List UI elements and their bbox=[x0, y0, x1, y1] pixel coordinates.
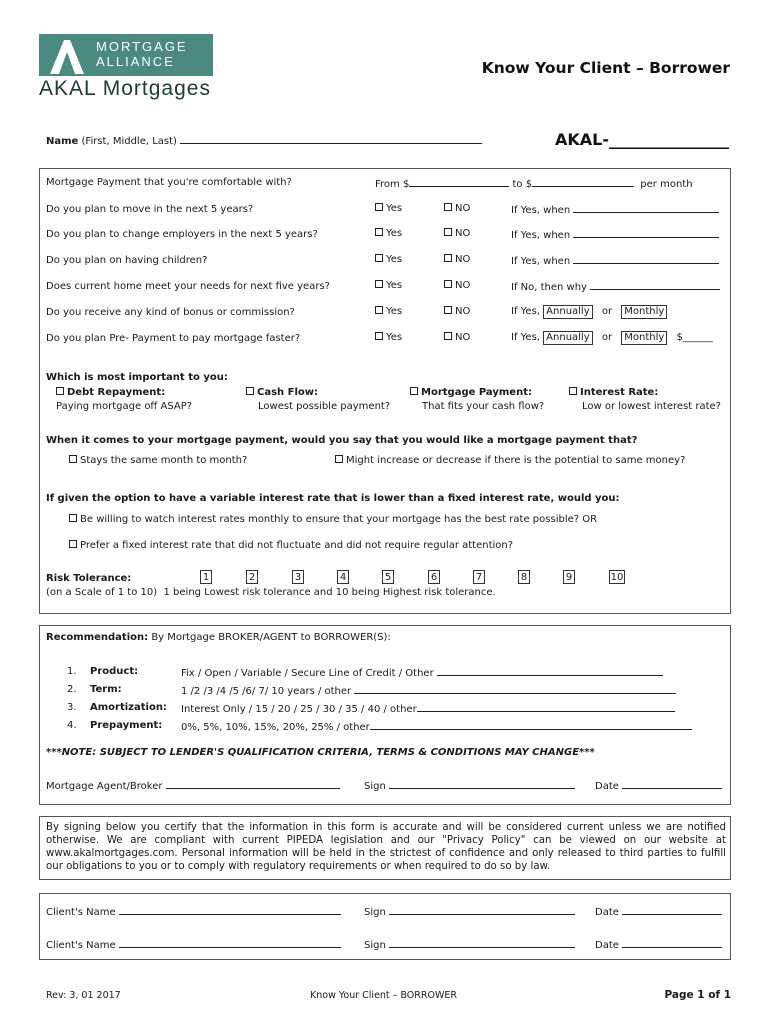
payment-pref-heading: When it comes to your mortgage payment, would you say that you would like a mortgage payment that? bbox=[46, 435, 638, 446]
question-bonus: Do you receive any kind of bonus or commission? bbox=[46, 307, 295, 318]
move-followup: If Yes, when bbox=[511, 203, 719, 216]
bonus-no[interactable]: NO bbox=[444, 306, 470, 317]
client-1-name-field[interactable] bbox=[119, 905, 341, 915]
checkbox-icon[interactable] bbox=[569, 387, 577, 395]
rec-amortization-label: Amortization: bbox=[90, 702, 167, 713]
variable-fixed[interactable]: Prefer a fixed interest rate that did not fluctuate and did not require regular attention? bbox=[69, 540, 513, 551]
revision-label: Rev: 3, 01 2017 bbox=[46, 990, 121, 1001]
checkbox-icon[interactable] bbox=[375, 332, 383, 340]
agent-date-field[interactable] bbox=[622, 779, 722, 789]
checkbox-icon[interactable] bbox=[375, 306, 383, 314]
risk-3[interactable]: 3 bbox=[292, 570, 304, 584]
rec-product-field[interactable] bbox=[437, 666, 663, 676]
variable-watch[interactable]: Be willing to watch interest rates monthly to ensure that your mortgage has the best rate possible? OR bbox=[69, 514, 597, 525]
prepay-yes[interactable]: Yes bbox=[375, 332, 402, 343]
children-when-field[interactable] bbox=[573, 254, 719, 264]
checkbox-icon[interactable] bbox=[375, 203, 383, 211]
children-no[interactable]: NO bbox=[444, 254, 470, 265]
risk-1[interactable]: 1 bbox=[200, 570, 212, 584]
checkbox-icon[interactable] bbox=[246, 387, 254, 395]
prepay-no[interactable]: NO bbox=[444, 332, 470, 343]
prepay-amount-field[interactable]: $______ bbox=[676, 332, 713, 343]
home-yes[interactable]: Yes bbox=[375, 280, 402, 291]
name-field[interactable] bbox=[180, 134, 482, 144]
checkbox-icon[interactable] bbox=[444, 228, 452, 236]
prepay-followup: If Yes, Annually or Monthly $______ bbox=[511, 332, 713, 343]
payment-to-field[interactable] bbox=[532, 177, 634, 187]
rec-num-1: 1. bbox=[67, 666, 77, 677]
disclaimer-text: By signing below you certify that the information in this form is accurate and will be considered current unless we are notified otherwise. We are compliant with current PIPEDA legislation and our "Privacy Policy" can be viewed on our website at www.akalmortgages.com. Personal information will be held in the strictest of confidence and only released to third parties to fulfill our obligations to you or to comply with regulatory requirements or when required to do so by law. bbox=[46, 822, 726, 872]
name-row bbox=[46, 134, 482, 147]
checkbox-icon[interactable] bbox=[444, 280, 452, 288]
page-title: Know Your Client – Borrower bbox=[481, 59, 730, 77]
move-no[interactable]: NO bbox=[444, 203, 470, 214]
checkbox-icon[interactable] bbox=[444, 203, 452, 211]
client-1-date-row: Date bbox=[595, 905, 722, 918]
home-no[interactable]: NO bbox=[444, 280, 470, 291]
footer-center: Know Your Client – BORROWER bbox=[310, 990, 457, 1001]
risk-2[interactable]: 2 bbox=[246, 570, 258, 584]
client-2-sign-row: Sign bbox=[364, 938, 575, 951]
risk-scale-note: (on a Scale of 1 to 10) 1 being Lowest risk tolerance and 10 being Highest risk tolerance. bbox=[46, 587, 496, 598]
risk-4[interactable]: 4 bbox=[337, 570, 349, 584]
payment-question: Mortgage Payment that you're comfortable with? bbox=[46, 177, 292, 188]
bonus-annually-option[interactable]: Annually bbox=[543, 305, 592, 319]
payment-from-label: From $ bbox=[375, 179, 410, 190]
qualification-note: ***NOTE: SUBJECT TO LENDER'S QUALIFICATION CRITERIA, TERMS & CONDITIONS MAY CHANGE*** bbox=[46, 747, 595, 758]
checkbox-icon[interactable] bbox=[69, 455, 77, 463]
employer-no[interactable]: NO bbox=[444, 228, 470, 239]
risk-description: 1 being Lowest risk tolerance and 10 being Highest risk tolerance. bbox=[163, 587, 496, 598]
risk-10[interactable]: 10 bbox=[610, 572, 624, 583]
checkbox-icon[interactable] bbox=[69, 514, 77, 522]
prepay-annually-option[interactable]: Annually bbox=[543, 331, 592, 345]
checkbox-icon[interactable] bbox=[410, 387, 418, 395]
home-followup: If No, then why bbox=[511, 280, 720, 293]
rec-prepayment: 0%, 5%, 10%, 15%, 20%, 25% / other bbox=[181, 720, 692, 733]
rec-term-label: Term: bbox=[90, 684, 122, 695]
children-yes[interactable]: Yes bbox=[375, 254, 402, 265]
risk-9[interactable]: 9 bbox=[563, 570, 575, 584]
bonus-followup: If Yes, Annually or Monthly bbox=[511, 305, 667, 319]
employer-followup: If Yes, when bbox=[511, 228, 719, 241]
agent-name-field[interactable] bbox=[166, 779, 340, 789]
logo-a-icon bbox=[40, 34, 92, 76]
bonus-yes[interactable]: Yes bbox=[375, 306, 402, 317]
risk-5[interactable]: 5 bbox=[382, 570, 394, 584]
employer-when-field[interactable] bbox=[573, 228, 719, 238]
payment-to-label: to $ bbox=[512, 179, 533, 190]
option-debt-sub: Paying mortgage off ASAP? bbox=[56, 401, 193, 412]
risk-7[interactable]: 7 bbox=[473, 570, 485, 584]
payment-range bbox=[375, 177, 693, 190]
client-2-name-field[interactable] bbox=[119, 938, 341, 948]
bonus-monthly-option[interactable]: Monthly bbox=[621, 305, 667, 319]
client-2-sign-field[interactable] bbox=[389, 938, 575, 948]
rec-prepayment-label: Prepayment: bbox=[90, 720, 163, 731]
question-employer: Do you plan to change employers in the next 5 years? bbox=[46, 229, 318, 240]
checkbox-icon[interactable] bbox=[444, 332, 452, 340]
client-2-name-row: Client's Name bbox=[46, 938, 341, 951]
client-1-sign-field[interactable] bbox=[389, 905, 575, 915]
checkbox-icon[interactable] bbox=[375, 280, 383, 288]
payment-pref-same[interactable]: Stays the same month to month? bbox=[69, 455, 247, 466]
rec-amortization-field[interactable] bbox=[417, 702, 675, 712]
rec-product-label: Product: bbox=[90, 666, 139, 677]
question-children: Do you plan on having children? bbox=[46, 255, 208, 266]
risk-6[interactable]: 6 bbox=[428, 570, 440, 584]
employer-yes[interactable]: Yes bbox=[375, 228, 402, 239]
checkbox-icon[interactable] bbox=[56, 387, 64, 395]
checkbox-icon[interactable] bbox=[375, 228, 383, 236]
akal-number[interactable]: AKAL-_______________ bbox=[555, 130, 729, 149]
client-2-date-field[interactable] bbox=[622, 938, 722, 948]
client-1-date-field[interactable] bbox=[622, 905, 722, 915]
payment-pref-vary[interactable]: Might increase or decrease if there is the potential to same money? bbox=[335, 455, 685, 466]
option-cashflow[interactable]: Cash Flow: bbox=[246, 387, 318, 398]
client-1-name-row: Client's Name bbox=[46, 905, 341, 918]
name-label: Name bbox=[46, 136, 79, 147]
page-number: Page 1 of 1 bbox=[664, 989, 731, 1001]
children-followup: If Yes, when bbox=[511, 254, 719, 267]
question-prepayment: Do you plan Pre- Payment to pay mortgage faster? bbox=[46, 333, 301, 344]
risk-label: Risk Tolerance: bbox=[46, 573, 132, 584]
checkbox-icon[interactable] bbox=[444, 254, 452, 262]
agent-sign-field[interactable] bbox=[389, 779, 575, 789]
important-heading: Which is most important to you: bbox=[46, 372, 228, 383]
recommendation-heading: Recommendation: By Mortgage BROKER/AGENT to BORROWER(S): bbox=[46, 632, 391, 643]
client-1-sign-row: Sign bbox=[364, 905, 575, 918]
recommendation-box bbox=[39, 625, 731, 805]
checkbox-icon[interactable] bbox=[69, 540, 77, 548]
logo-line-2: ALLIANCE bbox=[96, 54, 175, 69]
option-payment-sub: That fits your cash flow? bbox=[422, 401, 545, 412]
option-payment[interactable]: Mortgage Payment: bbox=[410, 387, 532, 398]
home-why-field[interactable] bbox=[590, 280, 720, 290]
move-when-field[interactable] bbox=[573, 203, 719, 213]
name-hint: (First, Middle, Last) bbox=[81, 136, 177, 147]
payment-from-field[interactable] bbox=[409, 177, 509, 187]
prepay-monthly-option[interactable]: Monthly bbox=[621, 331, 667, 345]
rec-term: 1 /2 /3 /4 /5 /6/ 7/ 10 years / other bbox=[181, 684, 676, 697]
brand-name: AKAL Mortgages bbox=[39, 77, 211, 100]
checkbox-icon[interactable] bbox=[375, 254, 383, 262]
rec-num-3: 3. bbox=[67, 702, 77, 713]
agent-sign-row: Sign bbox=[364, 779, 575, 792]
client-2-date-row: Date bbox=[595, 938, 722, 951]
rec-amortization: Interest Only / 15 / 20 / 25 / 30 / 35 / 40 / other bbox=[181, 702, 675, 715]
move-yes[interactable]: Yes bbox=[375, 203, 402, 214]
checkbox-icon[interactable] bbox=[335, 455, 343, 463]
option-cashflow-sub: Lowest possible payment? bbox=[258, 401, 391, 412]
option-rate[interactable]: Interest Rate: bbox=[569, 387, 658, 398]
payment-per-label: per month bbox=[640, 179, 693, 190]
option-debt[interactable]: Debt Repayment: bbox=[56, 387, 165, 398]
risk-8[interactable]: 8 bbox=[518, 570, 530, 584]
rec-term-field[interactable] bbox=[354, 684, 676, 694]
agent-signature-row: Mortgage Agent/Broker bbox=[46, 779, 340, 792]
option-rate-sub: Low or lowest interest rate? bbox=[582, 401, 721, 412]
question-move: Do you plan to move in the next 5 years? bbox=[46, 204, 254, 215]
rec-product: Fix / Open / Variable / Secure Line of Credit / Other bbox=[181, 666, 663, 679]
rec-prepayment-field[interactable] bbox=[370, 720, 692, 730]
rec-num-4: 4. bbox=[67, 720, 77, 731]
variable-heading: If given the option to have a variable interest rate that is lower than a fixed interest rate, would you: bbox=[46, 493, 620, 504]
rec-num-2: 2. bbox=[67, 684, 77, 695]
question-home: Does current home meet your needs for next five years? bbox=[46, 281, 330, 292]
agent-date-row: Date bbox=[595, 779, 722, 792]
checkbox-icon[interactable] bbox=[444, 306, 452, 314]
logo-line-1: MORTGAGE bbox=[96, 39, 188, 54]
